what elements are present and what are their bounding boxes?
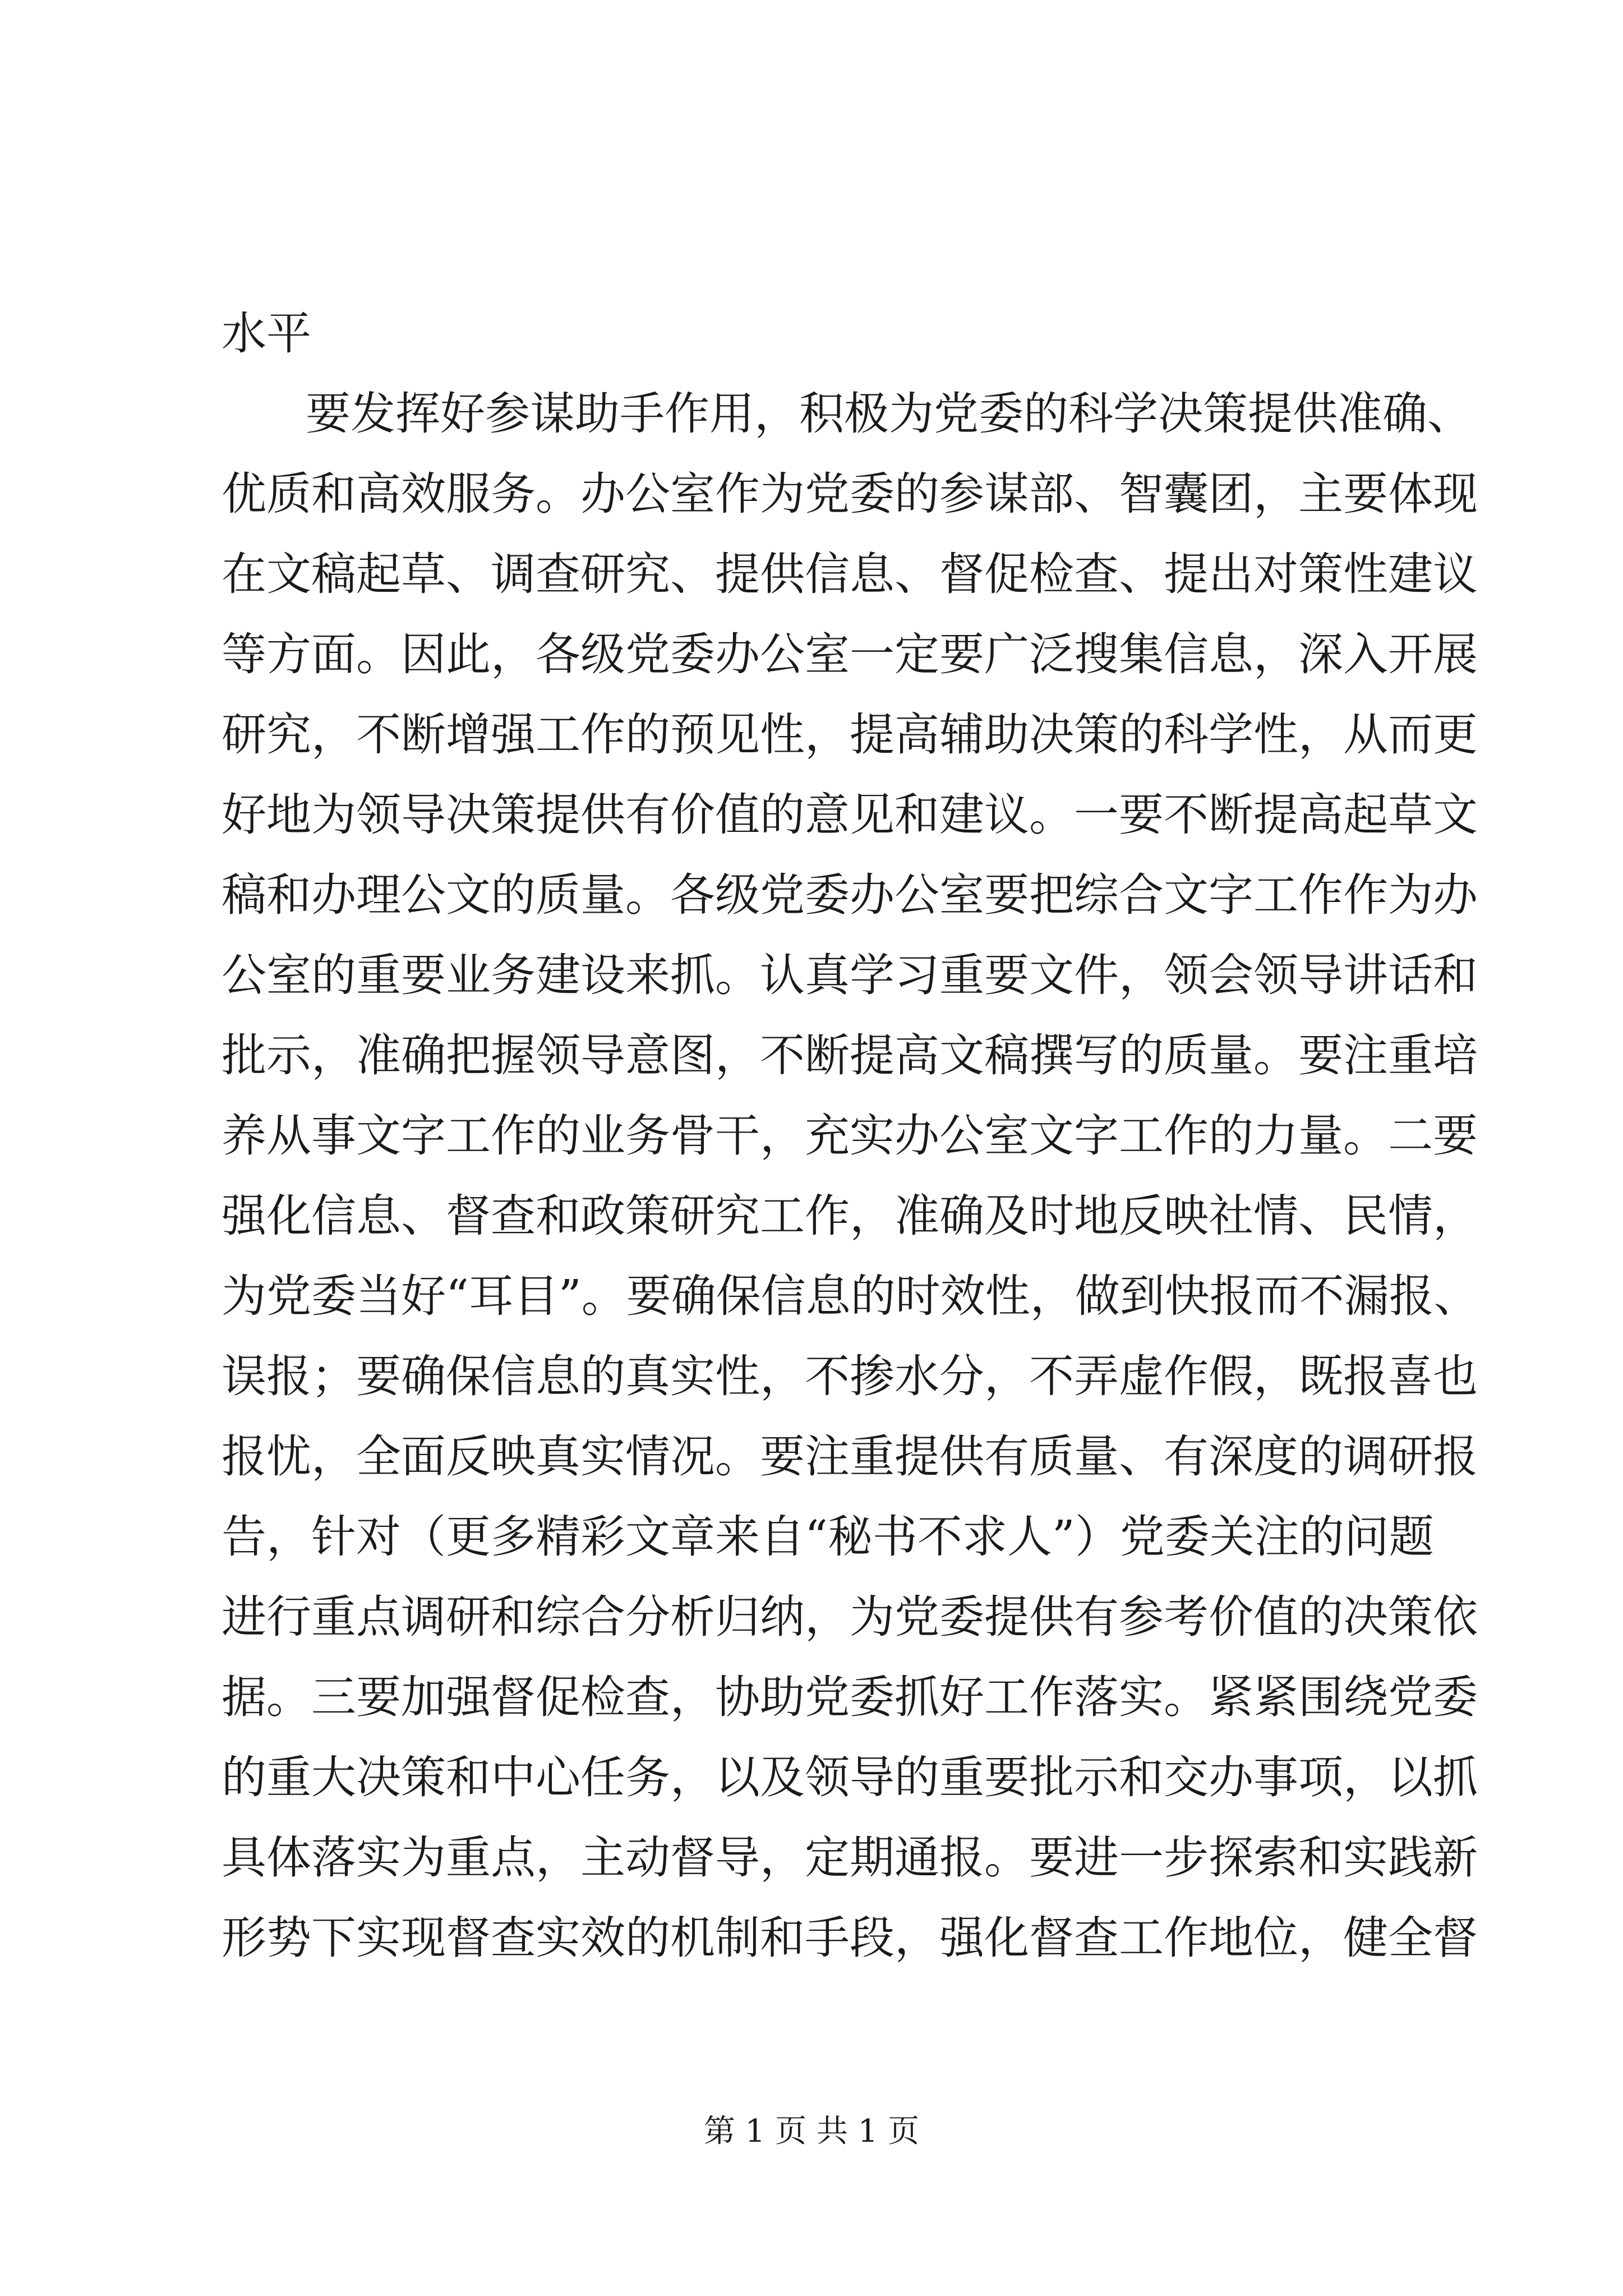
text-line: 优质和高效服务。办公室作为党委的参谋部、智囊团，主要体现 <box>222 468 1478 520</box>
page-number-footer: 第 1 页 共 1 页 <box>703 2113 920 2150</box>
text-line: 形势下实现督查实效的机制和手段，强化督查工作地位，健全督 <box>222 1912 1478 1964</box>
text-line: 稿和办理公文的质量。各级党委办公室要把综合文字工作作为办 <box>222 869 1478 921</box>
text-line: 的重大决策和中心任务，以及领导的重要批示和交办事项，以抓 <box>222 1751 1478 1803</box>
text-line: 好地为领导决策提供有价值的意见和建议。一要不断提高起草文 <box>222 789 1478 841</box>
text-line: 告，针对（更多精彩文章来自“秘书不求人”）党委关注的问题 <box>222 1511 1434 1563</box>
text-line: 水平 <box>222 307 311 360</box>
text-line: 进行重点调研和综合分析归纳，为党委提供有参考价值的决策依 <box>222 1591 1478 1643</box>
text-line: 批示，准确把握领导意图，不断提高文稿撰写的质量。要注重培 <box>222 1029 1478 1082</box>
text-line: 研究，不断增强工作的预见性，提高辅助决策的科学性，从而更 <box>222 708 1478 761</box>
text-line: 为党委当好“耳目”。要确保信息的时效性，做到快报而不漏报、 <box>222 1270 1479 1322</box>
text-line: 具体落实为重点，主动督导，定期通报。要进一步探索和实践新 <box>222 1832 1478 1884</box>
text-line: 强化信息、督查和政策研究工作，准确及时地反映社情、民情， <box>222 1190 1478 1242</box>
text-line: 在文稿起草、调查研究、提供信息、督促检查、提出对策性建议 <box>222 548 1478 600</box>
text-line: 养从事文字工作的业务骨干，充实办公室文字工作的力量。二要 <box>222 1110 1478 1162</box>
text-line: 据。三要加强督促检查，协助党委抓好工作落实。紧紧围绕党委 <box>222 1671 1478 1723</box>
text-line: 要发挥好参谋助手作用，积极为党委的科学决策提供准确、 <box>306 388 1472 440</box>
text-line: 公室的重要业务建设来抓。认真学习重要文件，领会领导讲话和 <box>222 949 1478 1001</box>
text-line: 报忧，全面反映真实情况。要注重提供有质量、有深度的调研报 <box>222 1430 1478 1483</box>
text-line: 误报；要确保信息的真实性，不掺水分，不弄虚作假，既报喜也 <box>222 1350 1478 1402</box>
text-line: 等方面。因此，各级党委办公室一定要广泛搜集信息，深入开展 <box>222 628 1478 680</box>
